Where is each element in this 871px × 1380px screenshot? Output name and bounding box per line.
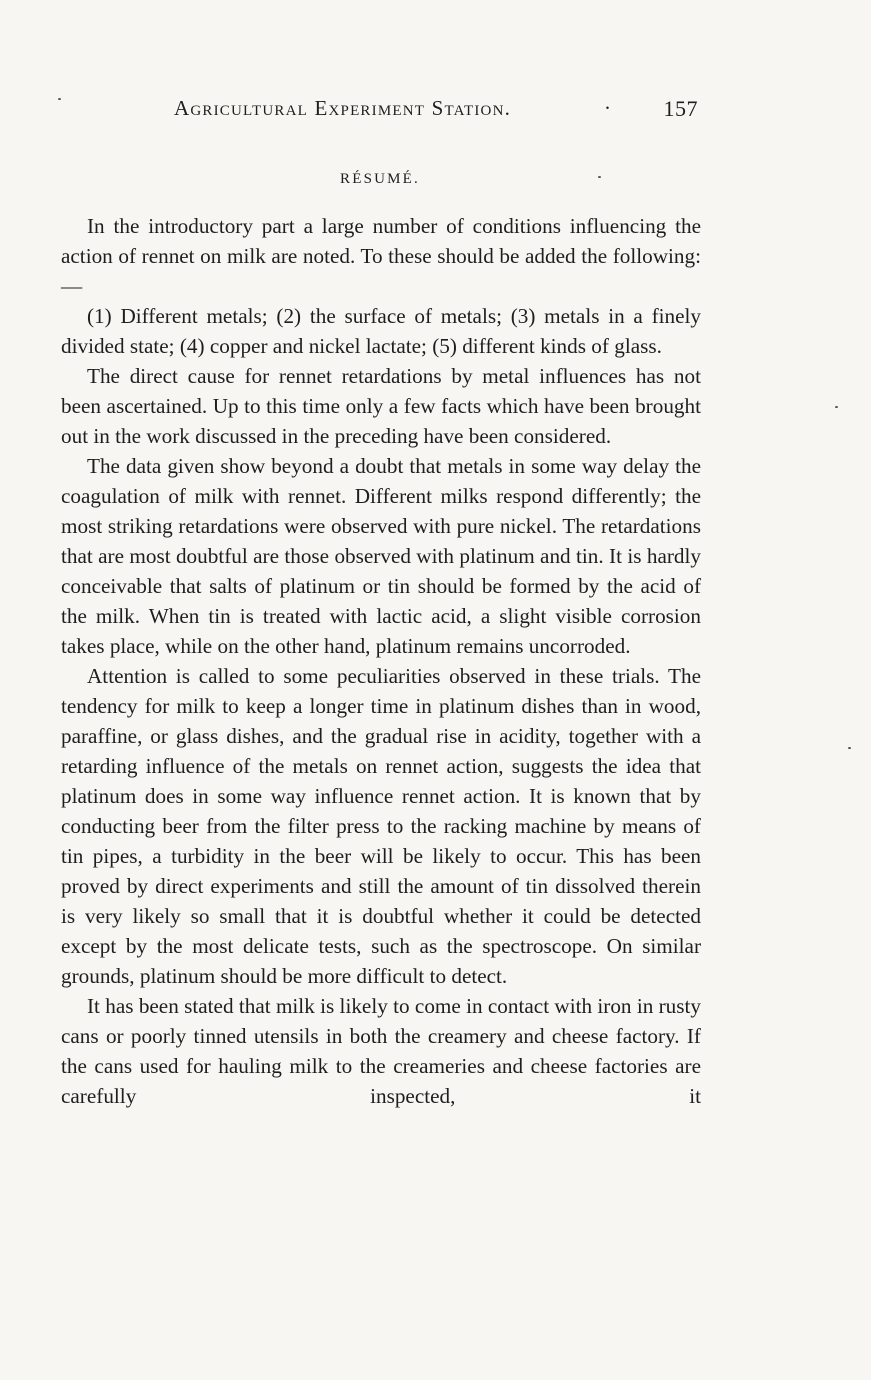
paragraph-contact-with-iron: It has been stated that milk is likely to come in contact with iron in rusty cans or poorly tinned utensils in both the creamery and cheese factory. If the cans used for hauling milk to the creameries and cheese factories are carefully inspected, it: [61, 994, 701, 1108]
print-speck: [848, 747, 851, 749]
paragraph-introduction: In the introductory part a large number of conditions influencing the action of rennet on milk are noted. To these should be added the following:—: [61, 214, 701, 298]
paragraph-peculiarities: Attention is called to some peculiarities observed in these trials. The tendency for milk to keep a longer time in platinum dishes than in wood, paraffine, or glass dishes, and the gradual rise in acidity, together with a retarding influence of the metals on rennet action, suggests the idea that platinum does in some way influence rennet action. It is known that by conducting beer from the filter press to the racking machine by means of tin pipes, a turbidity in the beer will be likely to occur. This has been proved by direct experiments and still the amount of tin dissolved therein is very likely so small that it is doubtful whether it could be detected except by the most delicate tests, such as the spectroscope. On similar grounds, platinum should be more difficult to detect.: [61, 664, 701, 988]
paragraph-data-given: The data given show beyond a doubt that metals in some way delay the coagulation of milk with rennet. Different milks respond differently; the most striking retardations were observed with pure nickel. The retardations that are most doubtful are those observed with platinum and tin. It is hardly conceivable that salts of platinum or tin should be formed by the acid of the milk. When tin is treated with lactic acid, a slight visible corrosion takes place, while on the other hand, platinum remains uncorroded.: [61, 454, 701, 658]
section-title: RÉSUMÉ.: [340, 171, 420, 187]
paragraph-direct-cause: The direct cause for rennet retardations by metal influences has not been ascertained. Up to this time only a few facts which have been brought out in the work discussed in the preceding have been considered.: [61, 364, 701, 448]
print-speck: [58, 98, 61, 100]
running-head-separator: ·: [604, 96, 611, 120]
print-speck: [598, 176, 601, 178]
running-head-title: Agricultural Experiment Station.: [174, 96, 512, 120]
print-speck: [835, 406, 838, 408]
paragraph-condition-list: (1) Different metals; (2) the surface of metals; (3) metals in a finely divided state; (4) copper and nickel lactate; (5) different kinds of glass.: [61, 304, 701, 358]
page-number: 157: [663, 96, 698, 121]
running-head: [60, 96, 702, 126]
body-text: [61, 211, 701, 1111]
